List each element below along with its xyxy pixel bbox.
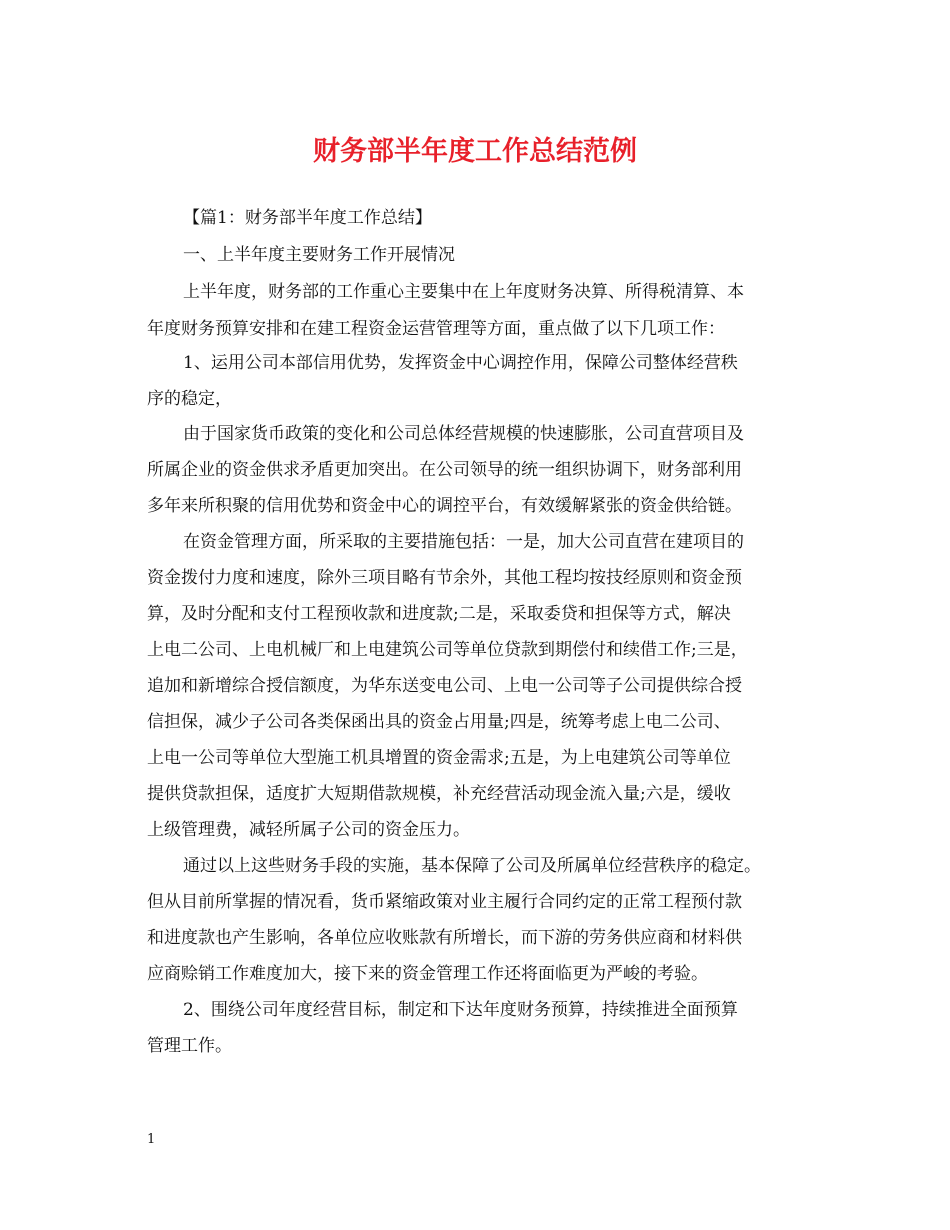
subsection-heading: 一、上半年度主要财务工作开展情况 bbox=[183, 245, 455, 265]
paragraph-line: 管理工作。 bbox=[147, 1036, 232, 1056]
paragraph-line: 但从目前所掌握的情况看，货币紧缩政策对业主履行合同约定的正常工程预付款 bbox=[147, 892, 742, 912]
paragraph-line: 在资金管理方面，所采取的主要措施包括：一是，加大公司直营在建项目的 bbox=[183, 532, 744, 552]
paragraph-line: 1、运用公司本部信用优势，发挥资金中心调控作用，保障公司整体经营秩 bbox=[183, 353, 738, 373]
paragraph-line: 由于国家货币政策的变化和公司总体经营规模的快速膨胀，公司直营项目及 bbox=[183, 424, 744, 444]
paragraph-line: 应商赊销工作难度加大，接下来的资金管理工作还将面临更为严峻的考验。 bbox=[147, 964, 708, 984]
paragraph-line: 算，及时分配和支付工程预收款和进度款;二是，采取委贷和担保等方式，解决 bbox=[147, 604, 731, 624]
paragraph-line: 多年来所积聚的信用优势和资金中心的调控平台，有效缓解紧张的资金供给链。 bbox=[147, 496, 742, 516]
paragraph-line: 上电一公司等单位大型施工机具增置的资金需求;五是，为上电建筑公司等单位 bbox=[147, 748, 731, 768]
paragraph-line: 序的稳定， bbox=[147, 389, 232, 409]
paragraph-line: 上半年度，财务部的工作重心主要集中在上年度财务决算、所得税清算、本 bbox=[183, 282, 744, 302]
paragraph-line: 年度财务预算安排和在建工程资金运营管理等方面，重点做了以下几项工作： bbox=[147, 319, 725, 339]
paragraph-line: 追加和新增综合授信额度，为华东送变电公司、上电一公司等子公司提供综合授 bbox=[147, 676, 742, 696]
paragraph-line: 和进度款也产生影响，各单位应收账款有所增长，而下游的劳务供应商和材料供 bbox=[147, 928, 742, 948]
page-title: 财务部半年度工作总结范例 bbox=[313, 136, 637, 167]
section-heading: 【篇1：财务部半年度工作总结】 bbox=[183, 208, 432, 228]
paragraph-line: 2、围绕公司年度经营目标，制定和下达年度财务预算，持续推进全面预算 bbox=[183, 1000, 738, 1020]
page-number: 1 bbox=[147, 1132, 156, 1147]
paragraph-line: 资金拨付力度和速度，除外三项目略有节余外，其他工程均按技经原则和资金预 bbox=[147, 568, 742, 588]
paragraph-line: 所属企业的资金供求矛盾更加突出。在公司领导的统一组织协调下，财务部利用 bbox=[147, 460, 742, 480]
paragraph-line: 通过以上这些财务手段的实施，基本保障了公司及所属单位经营秩序的稳定。 bbox=[183, 856, 761, 876]
paragraph-line: 上级管理费，减轻所属子公司的资金压力。 bbox=[147, 820, 470, 840]
paragraph-line: 上电二公司、上电机械厂和上电建筑公司等单位贷款到期偿付和续借工作;三是， bbox=[147, 640, 748, 660]
paragraph-line: 信担保，减少子公司各类保函出具的资金占用量;四是，统筹考虑上电二公司、 bbox=[147, 712, 731, 732]
paragraph-line: 提供贷款担保，适度扩大短期借款规模，补充经营活动现金流入量;六是，缓收 bbox=[147, 784, 731, 804]
